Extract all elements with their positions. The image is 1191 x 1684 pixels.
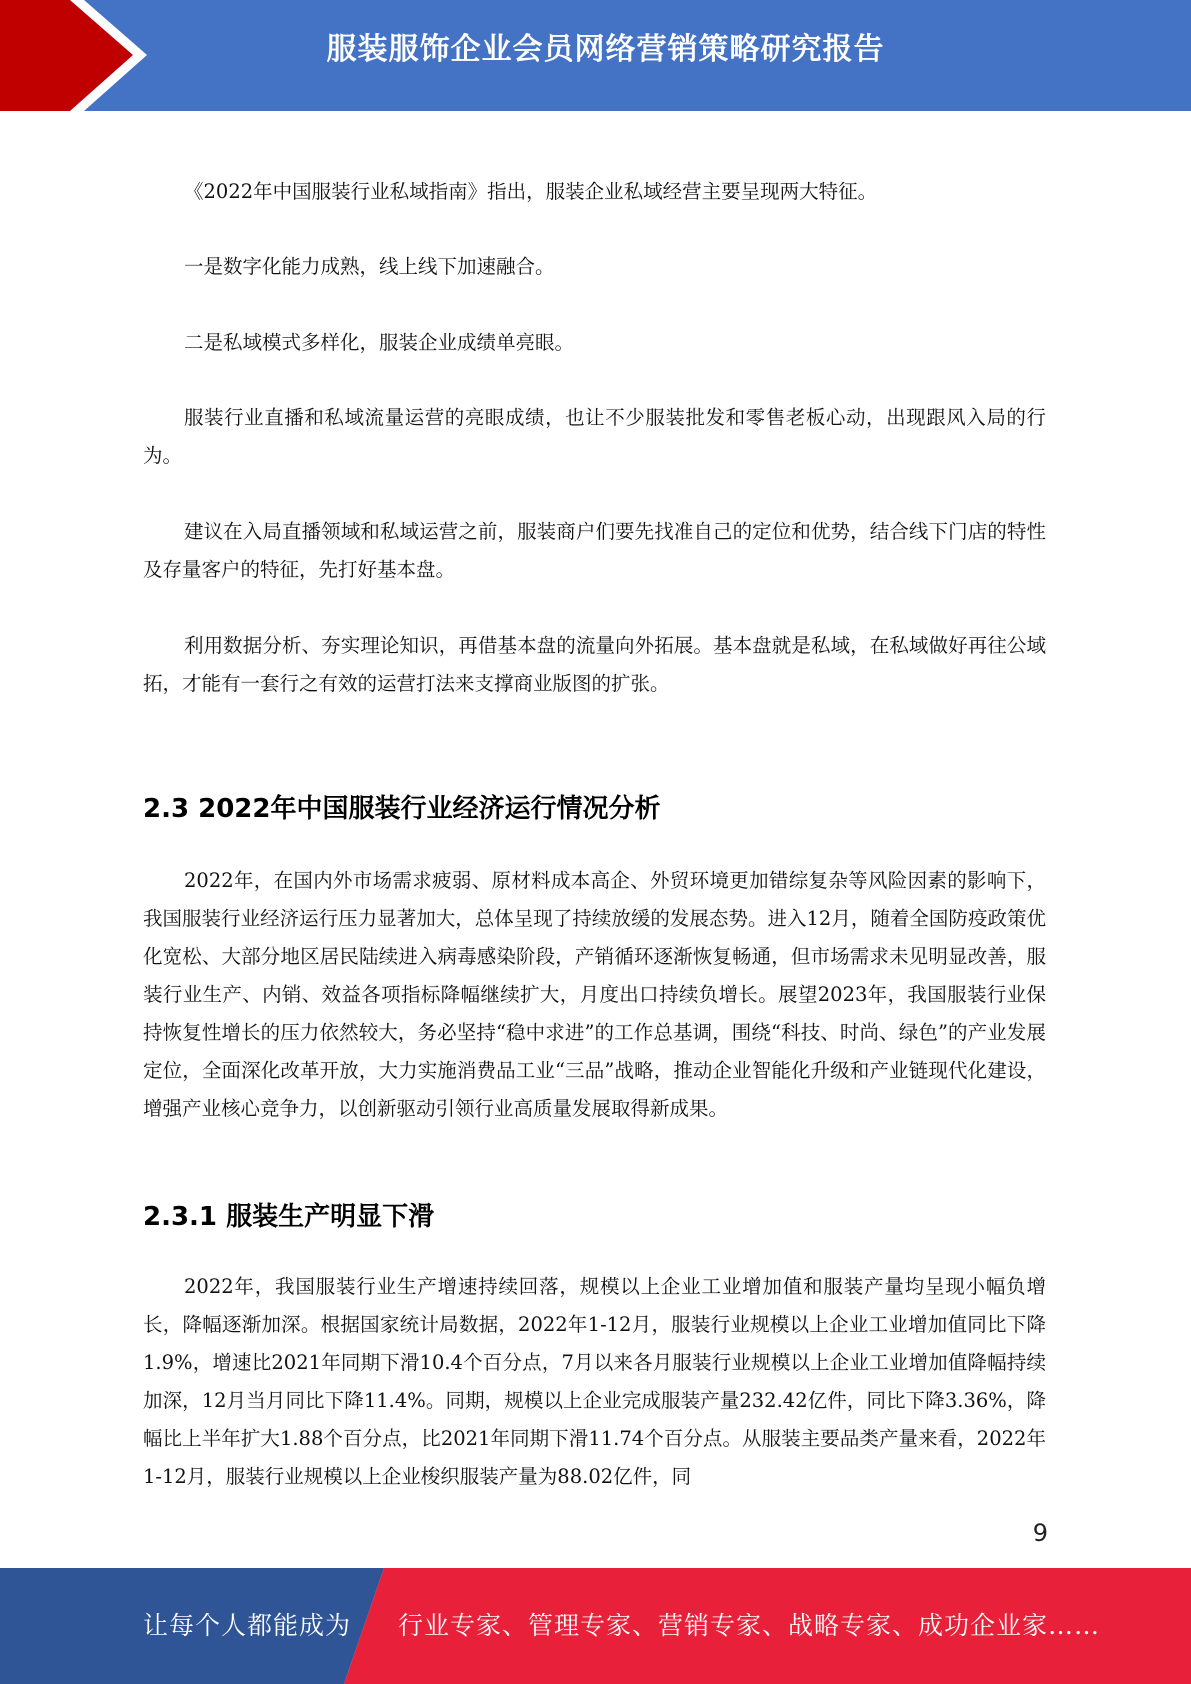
paragraph-advice: 建议在入局直播领域和私域运营之前，服装商户们要先找准自己的定位和优势，结合线下门店的特性及存量客户的特征，先打好基本盘。 — [143, 520, 1046, 581]
paragraph-production-decline: 2022年，我国服装行业生产增速持续回落，规模以上企业工业增加值和服装产量均呈现小幅负增长，降幅逐渐加深。根据国家统计局数据，2022年1-12月，服装行业规模以上企业工业增加值同比下降1.9%，增速比2021年同期下滑10.4个百分点，7月以来各月服装行业规模以上企业工业增加值降幅持续加深，12月当月同比下降11.4%。同期，规模以上企业完成服装产量232.42亿件，同比下降3.36%，降幅比上半年扩大1.88个百分点，比2021年同期下滑11.74个百分点。从服装主要品类产量来看，2022年1-12月，服装行业规模以上企业梭织服装产量为88.02亿件，同 — [143, 1275, 1046, 1488]
paragraph-feature-one: 一是数字化能力成熟，线上线下加速融合。 — [184, 255, 555, 278]
page-number: 9 — [1032, 1519, 1048, 1547]
paragraph-feature-two: 二是私域模式多样化，服装企业成绩单亮眼。 — [184, 331, 575, 354]
page-footer — [0, 1568, 1191, 1684]
paragraph-economic-analysis: 2022年，在国内外市场需求疲弱、原材料成本高企、外贸环境更加错综复杂等风险因素的影响下，我国服装行业经济运行压力显著加大，总体呈现了持续放缓的发展态势。进入12月，随着全国防疫政策优化宽松、大部分地区居民陆续进入病毒感染阶段，产销循环逐渐恢复畅通，但市场需求未见明显改善，服装行业生产、内销、效益各项指标降幅继续扩大，月度出口持续负增长。展望2023年，我国服装行业保持恢复性增长的压力依然较大，务必坚持“稳中求进”的工作总基调，围绕“科技、时尚、绿色”的产业发展定位，全面深化改革开放，大力实施消费品工业“三品”战略，推动企业智能化升级和产业链现代化建设，增强产业核心竞争力，以创新驱动引领行业高质量发展取得新成果。 — [143, 869, 1046, 1120]
section-heading-2-3: 2.3 2022年中国服装行业经济运行情况分析 — [143, 794, 661, 824]
footer-slogan-right: 行业专家、管理专家、营销专家、战略专家、成功企业家…… — [398, 1611, 1101, 1640]
section-heading-2-3-1: 2.3.1 服装生产明显下滑 — [143, 1202, 435, 1232]
paragraph-private-domain-guide: 《2022年中国服装行业私域指南》指出，服装企业私域经营主要呈现两大特征。 — [184, 180, 878, 203]
footer-slogan-left: 让每个人都能成为 — [143, 1611, 352, 1640]
paragraph-data-analysis: 利用数据分析、夯实理论知识，再借基本盘的流量向外拓展。基本盘就是私域，在私域做好再往公域拓，才能有一套行之有效的运营打法来支撑商业版图的扩张。 — [143, 634, 1046, 695]
page-header — [0, 0, 1191, 111]
paragraph-livestream: 服装行业直播和私域流量运营的亮眼成绩，也让不少服装批发和零售老板心动，出现跟风入局的行为。 — [143, 406, 1046, 467]
report-title: 服装服饰企业会员网络营销策略研究报告 — [326, 32, 885, 67]
